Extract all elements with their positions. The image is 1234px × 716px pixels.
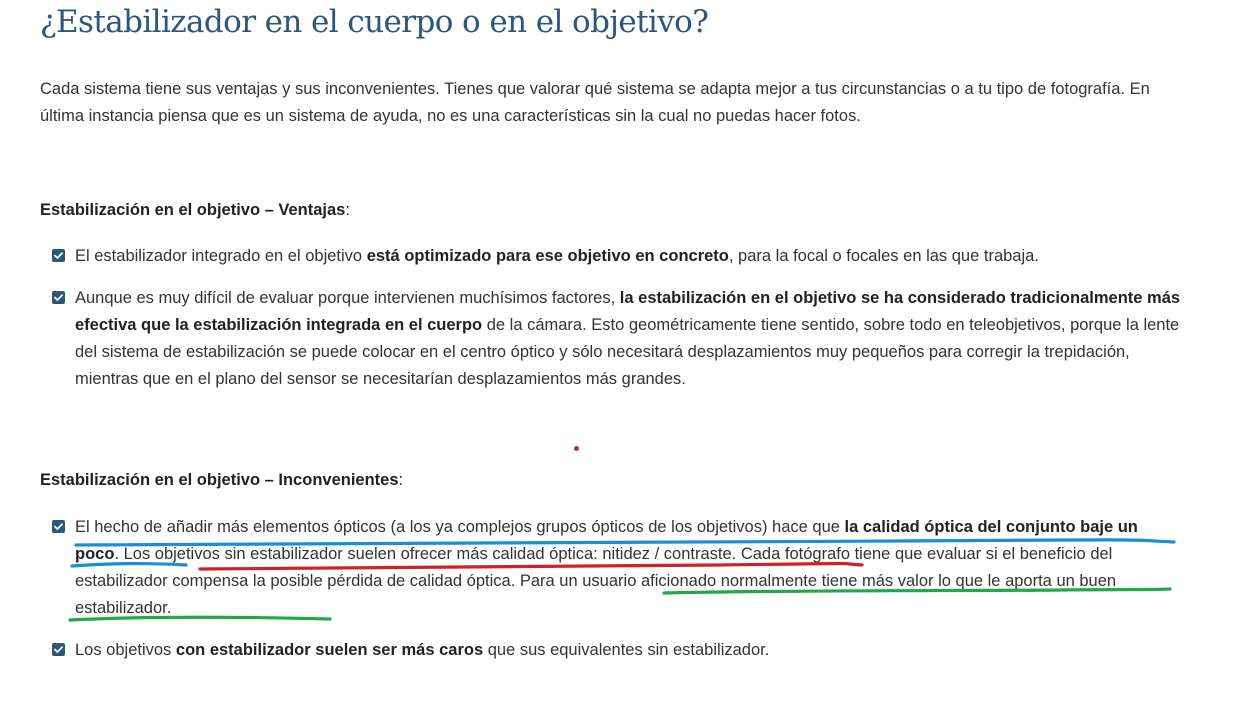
text-span: El estabilizador integrado en el objetivo bbox=[75, 247, 367, 265]
text-span: Los objetivos bbox=[75, 641, 176, 659]
section-heading-ventajas bbox=[40, 197, 350, 224]
text-span: El hecho de añadir más elementos ópticos (a los ya complejos grupos ópticos de los objetivos) hace que bbox=[75, 518, 845, 536]
text-span: Para un usuario aficionado normalmente tiene más valor lo que le aporta un buen estabilizador. bbox=[75, 572, 1117, 617]
text-span: , para la focal o focales en las que trabaja. bbox=[728, 247, 1039, 265]
bold-text: con estabilizador suelen ser más caros bbox=[175, 641, 484, 659]
checked-box-icon bbox=[52, 520, 65, 533]
section-heading-text: Estabilización en el objetivo – Ventajas bbox=[40, 201, 346, 219]
bold-text: está optimizado para ese objetivo en concreto bbox=[366, 247, 729, 265]
bold-text: la estabilización en el objetivo se ha considerado tradicionalmente más efectiva que la estabilización integrada en el cuerpo bbox=[75, 289, 1181, 334]
list-item-text bbox=[75, 285, 1185, 393]
section-heading-colon: : bbox=[398, 471, 404, 489]
annotation-dot bbox=[574, 446, 579, 451]
section-heading-text: Estabilización en el objetivo – Inconvenientes bbox=[40, 471, 399, 489]
section-heading-colon: : bbox=[345, 201, 350, 219]
checked-box-icon bbox=[52, 249, 65, 262]
checked-box-icon bbox=[52, 291, 65, 304]
text-span: de la cámara. Esto geométricamente tiene sentido, sobre todo en teleobjetivos, porque la lente del sistema de estabilización se puede colocar en el centro óptico y sólo necesitará desplazamientos muy pequeños para corregir la trepidación, mientras que en el plano del sensor se necesitarían desplazamientos más grandes. bbox=[75, 316, 1180, 388]
text-span: . Los objetivos sin estabilizador suelen ofrecer más calidad óptica: nitidez / contraste bbox=[114, 545, 732, 563]
list-item-text bbox=[75, 514, 1185, 622]
intro-paragraph: Cada sistema tiene sus ventajas y sus inconvenientes. Tienes que valorar qué sistema se adapta mejor a tus circunstancias o a tu tipo de fotografía. En última instancia piensa que es un sistema de ayuda, no es una características sin la cual no puedas hacer fotos. bbox=[40, 80, 1150, 125]
page-title: ¿Estabilizador en el cuerpo o en el objetivo? bbox=[40, 4, 709, 40]
checked-box-icon bbox=[52, 643, 65, 656]
list-item-text bbox=[75, 243, 1185, 270]
section-heading-inconvenientes bbox=[40, 467, 403, 494]
text-span: que sus equivalentes sin estabilizador. bbox=[483, 641, 770, 659]
bold-text: la calidad óptica del conjunto baje un poco bbox=[75, 518, 1138, 563]
text-span: Aunque es muy difícil de evaluar porque intervienen muchísimos factores, bbox=[75, 289, 620, 307]
list-item-text bbox=[75, 637, 1185, 664]
text-span: . Cada fotógrafo tiene que evaluar si el beneficio del estabilizador compensa la posible pérdida de calidad óptica. bbox=[75, 545, 1113, 590]
